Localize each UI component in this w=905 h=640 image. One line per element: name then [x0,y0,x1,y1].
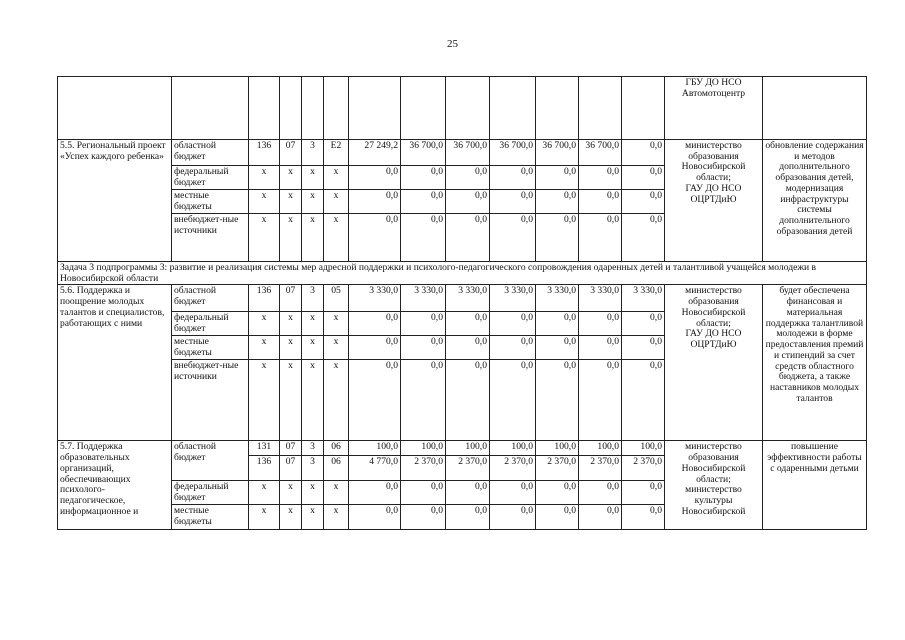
funding-source: внебюджет-ные источники [172,214,249,262]
executor-cell: министерство образования Новосибирской области; ГАУ ДО НСО ОЦРТДиЮ [665,285,763,441]
value-cell [249,441,280,481]
executor-cell: министерство образования Новосибирской области; ГАУ ДО НСО ОЦРТДиЮ [665,140,763,262]
value-cell: 0,0 [490,214,536,262]
value-cell: 100,0 [640,441,662,453]
value-cell [401,441,446,481]
value-cell: 0,0 [490,312,536,336]
empty-cell [280,77,302,140]
value-cell [536,441,579,481]
value-cell: х [324,312,349,336]
value-cell: E2 [324,140,349,166]
value-cell: х [302,214,324,262]
funding-source: федеральный бюджет [172,312,249,336]
table-row [579,441,621,455]
table-row [622,441,664,455]
value-cell: 0,0 [490,166,536,190]
value-cell: 36 700,0 [490,140,536,166]
result-cell: повышение эффективности работы с одаренными детьми [763,441,867,530]
value-cell: х [324,214,349,262]
value-cell [324,441,349,481]
funding-source: внебюджет-ные источники [172,360,249,441]
value-cell: х [324,481,349,505]
table-row [302,455,323,480]
value-cell: х [249,214,280,262]
value-cell: 05 [324,285,349,312]
funding-source: областной бюджет [172,441,249,481]
table-row [324,455,348,480]
value-cell: 0,0 [490,481,536,505]
value-cell: х [324,166,349,190]
table-row [622,455,664,480]
value-cell: х [302,505,324,530]
funding-source: федеральный бюджет [172,166,249,190]
empty-cell [401,77,446,140]
value-cell: 0,0 [490,190,536,214]
value-cell: 0,0 [622,481,665,505]
funding-source: местные бюджеты [172,190,249,214]
value-cell: 136 [249,285,280,312]
value-cell: 0,0 [490,360,536,441]
value-cell: х [249,190,280,214]
value-cell: 0,0 [536,166,579,190]
value-cell: 3 330,0 [622,285,665,312]
value-cell: 0,0 [446,360,490,441]
table-row [349,455,400,480]
result-cell: обновление содержания и методов дополнительного образования детей, модернизация инфраструктуры системы дополнительного образования детей [763,140,867,262]
value-cell: х [324,190,349,214]
table-row [401,441,445,455]
value-cell: 0,0 [536,214,579,262]
table-row [536,441,578,455]
value-cell: 0,0 [446,166,490,190]
value-cell: 0,0 [349,481,401,505]
value-cell: 100,0 [597,441,619,453]
value-cell: х [302,190,324,214]
value-cell: 36 700,0 [446,140,490,166]
value-cell: х [249,336,280,360]
value-cell: 0,0 [622,336,665,360]
value-cell: 0,0 [536,505,579,530]
measure-name: 5.7. Поддержка образовательных организаций, обеспечивающих психолого-педагогическое, информационное и [58,441,172,530]
value-cell: х [302,481,324,505]
table-row [536,455,578,480]
value-cell: х [249,481,280,505]
value-cell: 0,0 [536,312,579,336]
value-cell: х [324,360,349,441]
table-row [446,455,489,480]
empty-cell [536,77,579,140]
value-cell: 0,0 [536,336,579,360]
empty-cell [622,77,665,140]
value-cell: 0,0 [349,312,401,336]
value-cell [622,441,665,481]
value-cell: 0,0 [536,481,579,505]
value-cell: х [302,336,324,360]
value-cell: 0,0 [579,214,622,262]
value-cell: 06 [331,441,341,453]
value-cell: 3 [310,441,315,453]
value-cell: х [249,166,280,190]
table-row [58,441,867,481]
value-cell: х [280,360,302,441]
value-cell [349,441,401,481]
value-cell: 0,0 [622,214,665,262]
value-cell: 0,0 [401,481,446,505]
value-cell: 0,0 [622,140,665,166]
value-cell: х [324,505,349,530]
value-cell: 2 370,0 [622,455,664,480]
result-cell [763,77,867,140]
value-cell: 0,0 [536,360,579,441]
measure-name: 5.6. Поддержка и поощрение молодых талантов и специалистов, работающих с ними [58,285,172,441]
table-row [58,77,867,140]
table-row [490,441,535,455]
table-row [58,262,867,285]
funding-source: областной бюджет [172,140,249,166]
value-cell: 0,0 [401,360,446,441]
value-cell: 2 370,0 [446,455,489,480]
value-cell: 3 330,0 [401,285,446,312]
value-cell: 100,0 [554,441,576,453]
value-cell: 0,0 [446,336,490,360]
value-cell: 0,0 [490,336,536,360]
value-cell: 36 700,0 [536,140,579,166]
measure-name: 5.5. Региональный проект «Успех каждого ребенка» [58,140,172,262]
value-cell: х [249,312,280,336]
value-cell: 07 [280,455,301,480]
value-cell: 0,0 [579,336,622,360]
value-cell: 0,0 [401,336,446,360]
value-cell: х [280,214,302,262]
value-cell: 0,0 [401,505,446,530]
value-cell: 136 [249,455,279,480]
value-cell: 3 [302,285,324,312]
table-row [302,441,323,455]
value-cell: х [302,312,324,336]
value-cell: 0,0 [401,214,446,262]
table-row [446,441,489,455]
value-cell: 0,0 [446,481,490,505]
value-cell: 3 330,0 [536,285,579,312]
value-cell: х [280,312,302,336]
table-row [249,441,279,455]
value-cell: х [280,505,302,530]
page-number: 25 [447,38,458,50]
value-cell: 0,0 [349,166,401,190]
table-row [280,441,301,455]
value-cell: х [302,166,324,190]
value-cell: 0,0 [536,190,579,214]
value-cell: 0,0 [622,190,665,214]
funding-source: местные бюджеты [172,336,249,360]
empty-cell [446,77,490,140]
value-cell: 0,0 [490,505,536,530]
value-cell [579,441,622,481]
value-cell: х [324,336,349,360]
value-cell: х [249,505,280,530]
empty-cell [249,77,280,140]
value-cell: 100,0 [376,441,398,453]
budget-table [57,76,867,530]
value-cell: х [280,336,302,360]
empty-cell [58,77,172,140]
value-cell [490,441,536,481]
value-cell: 36 700,0 [401,140,446,166]
value-cell: 0,0 [579,166,622,190]
table-row [280,455,301,480]
result-cell: будет обеспечена финансовая и материальная поддержка талантливой молодежи в форме предоставления премий и стипендий за счет средств областного бюджета, а также наставников молодых талантов [763,285,867,441]
value-cell: 0,0 [622,505,665,530]
value-cell: 3 330,0 [349,285,401,312]
table-row [324,441,348,455]
empty-cell [302,77,324,140]
empty-cell [324,77,349,140]
funding-source: областной бюджет [172,285,249,312]
value-cell: 0,0 [401,312,446,336]
value-cell: 0,0 [622,312,665,336]
value-cell: 2 370,0 [536,455,578,480]
value-cell: 36 700,0 [579,140,622,166]
value-cell: 100,0 [465,441,487,453]
funding-source: федеральный бюджет [172,481,249,505]
value-cell: 3 330,0 [490,285,536,312]
table-row [58,140,867,166]
table-row [249,455,279,480]
value-cell: х [280,190,302,214]
value-cell: 2 370,0 [401,455,445,480]
value-cell: 07 [280,140,302,166]
task-heading: Задача 3 подпрограммы 3: развитие и реализация системы мер адресной поддержки и психолого-педагогического сопровождения одаренных детей и талантливой учащейся молодежи в Новосибирской области [58,262,867,285]
value-cell: 131 [256,441,272,453]
funding-source: местные бюджеты [172,505,249,530]
value-cell: 0,0 [446,312,490,336]
value-cell: 2 370,0 [579,455,621,480]
value-cell: 0,0 [579,190,622,214]
value-cell: 0,0 [446,190,490,214]
value-cell: 0,0 [579,505,622,530]
table-row [58,285,867,312]
value-cell: х [280,166,302,190]
value-cell [280,441,302,481]
value-cell: х [280,481,302,505]
value-cell: 0,0 [579,481,622,505]
table-row [490,455,535,480]
executor-cell: министерство образования Новосибирской области; министерство культуры Новосибирской [665,441,763,530]
value-cell: 0,0 [349,190,401,214]
empty-cell [349,77,401,140]
value-cell: 0,0 [579,360,622,441]
value-cell: 136 [249,140,280,166]
value-cell: 0,0 [622,360,665,441]
value-cell: х [302,360,324,441]
value-cell: 27 249,2 [349,140,401,166]
value-cell: 0,0 [349,360,401,441]
value-cell: 0,0 [579,312,622,336]
value-cell: 0,0 [349,336,401,360]
table-row [579,455,621,480]
value-cell: х [249,360,280,441]
value-cell [302,441,324,481]
value-cell: 100,0 [511,441,533,453]
value-cell: 0,0 [446,214,490,262]
value-cell: 0,0 [401,190,446,214]
executor-cell: ГБУ ДО НСО Автомотоцентр [665,77,763,140]
value-cell: 07 [285,441,296,453]
value-cell: 07 [280,285,302,312]
value-cell: 0,0 [349,214,401,262]
value-cell: 3 [302,455,323,480]
value-cell: 06 [324,455,348,480]
empty-cell [490,77,536,140]
value-cell: 0,0 [401,166,446,190]
value-cell: 2 370,0 [490,455,535,480]
value-cell: 3 330,0 [579,285,622,312]
value-cell: 3 [302,140,324,166]
value-cell: 0,0 [349,505,401,530]
value-cell: 3 330,0 [446,285,490,312]
empty-cell [172,77,249,140]
value-cell: 100,0 [421,441,443,453]
table-row [349,441,400,455]
value-cell [446,441,490,481]
table-row [401,455,445,480]
value-cell: 0,0 [446,505,490,530]
value-cell: 0,0 [622,166,665,190]
value-cell: 4 770,0 [349,455,400,480]
empty-cell [579,77,622,140]
